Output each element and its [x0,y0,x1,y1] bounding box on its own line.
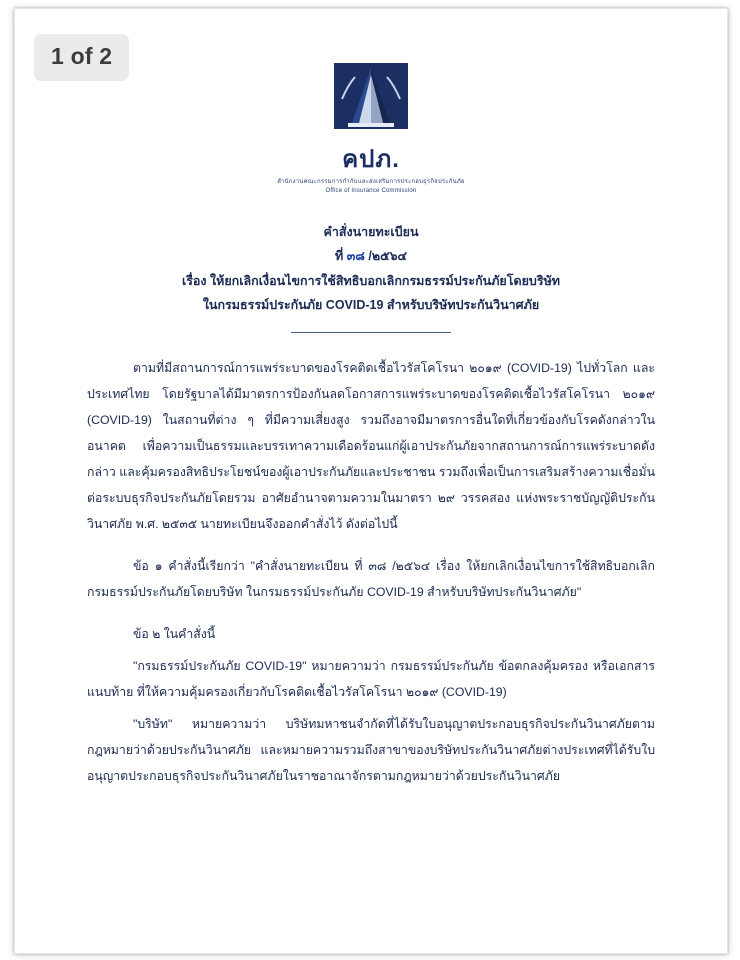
paragraph-intro: ตามที่มีสถานการณ์การแพร่ระบาดของโรคติดเชื้อไวรัสโคโรนา ๒๐๑๙ (COVID-19) ไปทั่วโลก และประเทศไทย โดยรัฐบาลได้มีมาตรการป้องกันลดโอกาสการแพร่ระบาดของโรคติดเชื้อไวรัสโคโรนา ๒๐๑๙ (COVID-19) ในสถานที่ต่าง ๆ ที่มีความเสี่ยงสูง รวมถึงอาจมีมาตรการอื่นใดที่เกี่ยวข้องกับโรคดังกล่าวในอนาคต เพื่อความเป็นธรรมและบรรเทาความเดือดร้อนแก่ผู้เอาประกันภัยจากสถานการณ์การแพร่ระบาดดังกล่าว และคุ้มครองสิทธิประโยชน์ของผู้เอาประกันภัยและประชาชน รวมถึงเพื่อเป็นการเสริมสร้างความเชื่อมั่นต่อระบบธุรกิจประกันภัยโดยรวม อาศัยอำนาจตามความในมาตรา ๒๙ วรรคสอง แห่งพระราชบัญญัติประกันวินาศภัย พ.ศ. ๒๕๓๕ นายทะเบียนจึงออกคำสั่งไว้ ดังต่อไปนี้ [87,360,655,531]
document-page[interactable] [14,8,728,954]
logo-subtitle-english: Office of Insurance Commission [325,188,417,194]
header-line-3: เรื่อง ให้ยกเลิกเงื่อนไขการใช้สิทธิบอกเลิกกรมธรรม์ประกันภัยโดยบริษัท [181,273,561,288]
paragraph-definition-policy: "กรมธรรม์ประกันภัย COVID-19" หมายความว่า กรมธรรม์ประกันภัย ข้อตกลงคุ้มครอง หรือเอกสารแนบท้าย ที่ให้ความคุ้มครองเกี่ยวกับโรคติดเชื้อไวรัสโคโรนา ๒๐๑๙ (COVID-19) [87,659,655,700]
oic-emblem-icon [328,59,414,137]
logo-subtitle-thai: สำนักงานคณะกรรมการกำกับและส่งเสริมการประกอบธุรกิจประกันภัย [277,179,465,185]
paragraph-clause-1: ข้อ ๑ คำสั่งนี้เรียกว่า "คำสั่งนายทะเบียน ที่ ๓๘ /๒๕๖๔ เรื่อง ให้ยกเลิกเงื่อนไขการใช้สิทธิบอกเลิกกรมธรรม์ประกันภัยโดยบริษัท ในกรมธรรม์ประกันภัย COVID-19 สำหรับบริษัทประกันวินาศภัย" [87,558,655,599]
header-line-4: ในกรมธรรม์ประกันภัย COVID-19 สำหรับบริษัทประกันวินาศภัย [202,298,540,313]
document-header [15,220,727,333]
header-divider [291,332,451,333]
header-line-2 [15,244,727,268]
header-line-1: คำสั่งนายทะเบียน [323,225,419,239]
paragraph-clause-2: ข้อ ๒ ในคำสั่งนี้ [133,627,216,642]
order-number-value: ๓๘ [346,249,365,264]
paragraph-definition-company: "บริษัท" หมายความว่า บริษัทมหาชนจำกัดที่ได้รับใบอนุญาตประกอบธุรกิจประกันวินาศภัยตามกฎหมายว่าด้วยประกันวินาศภัย และหมายความรวมถึงสาขาของบริษัทประกันวินาศภัยต่างประเทศที่ได้รับใบอนุญาตประกอบธุรกิจประกันวินาศภัยในราชอาณาจักรตามกฎหมายว่าด้วยประกันวินาศภัย [87,717,655,784]
document-content [15,9,727,953]
order-number-prefix: ที่ [335,249,344,264]
document-paragraphs [87,355,655,790]
logo-acronym: คปภ. [342,146,400,173]
page-indicator-badge: 1 of 2 [34,34,129,81]
order-number-suffix: /๒๕๖๔ [368,249,407,264]
